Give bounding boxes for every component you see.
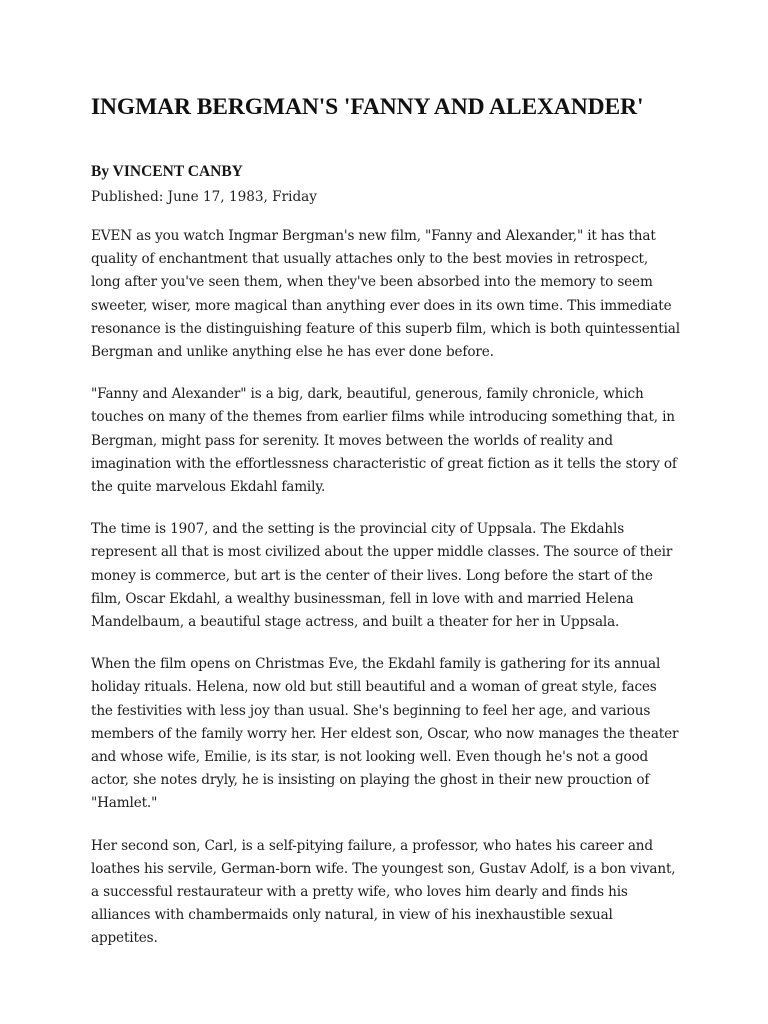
article-paragraph-1: EVEN as you watch Ingmar Bergman's new film, "Fanny and Alexander," it has that quality of enchantment that usually attaches only to the best movies in retrospect, long after you've seen them, when they've been absorbed into the memory to seem sweeter, wiser, more magical than anything ever does in its own time. This immediate resonance is the distinguishing feature of this superb film, which is both quintessential Bergman and unlike anything else he has ever done before.: [91, 228, 680, 361]
article-page: [91, 93, 681, 970]
article-byline: By VINCENT CANBY: [91, 163, 243, 180]
article-paragraph-4: When the film opens on Christmas Eve, the Ekdahl family is gathering for its annual holiday rituals. Helena, now old but still beautiful and a woman of great style, faces the festivities with less joy than usual. She's beginning to feel her age, and various members of the family worry her. Her eldest son, Oscar, who now manages the theater and whose wife, Emilie, is its star, is not looking well. Even though he's not a good actor, she notes dryly, he is insisting on playing the ghost in their new prouction of "Hamlet.": [91, 656, 679, 812]
article-body: [91, 225, 681, 951]
article-paragraph-5: Her second son, Carl, is a self-pitying failure, a professor, who hates his career and loathes his servile, German-born wife. The youngest son, Gustav Adolf, is a bon vivant, a successful restaurateur with a pretty wife, who loves him dearly and finds his alliances with chambermaids only natural, in view of his inexhaustible sexual appetites.: [91, 837, 676, 947]
article-paragraph-3: The time is 1907, and the setting is the provincial city of Uppsala. The Ekdahls represent all that is most civilized about the upper middle classes. The source of their money is commerce, but art is the center of their lives. Long before the start of the film, Oscar Ekdahl, a wealthy businessman, fell in love with and married Helena Mandelbaum, a beautiful stage actress, and built a theater for her in Uppsala.: [91, 521, 673, 631]
article-headline: INGMAR BERGMAN'S 'FANNY AND ALEXANDER': [91, 94, 644, 120]
article-paragraph-2: "Fanny and Alexander" is a big, dark, beautiful, generous, family chronicle, which touches on many of the themes from earlier films while introducing something that, in Bergman, might pass for serenity. It moves between the worlds of reality and imagination with the effortlessness characteristic of great fiction as it tells the story of the quite marvelous Ekdahl family.: [91, 386, 677, 496]
publication-date: Published: June 17, 1983, Friday: [91, 189, 317, 205]
